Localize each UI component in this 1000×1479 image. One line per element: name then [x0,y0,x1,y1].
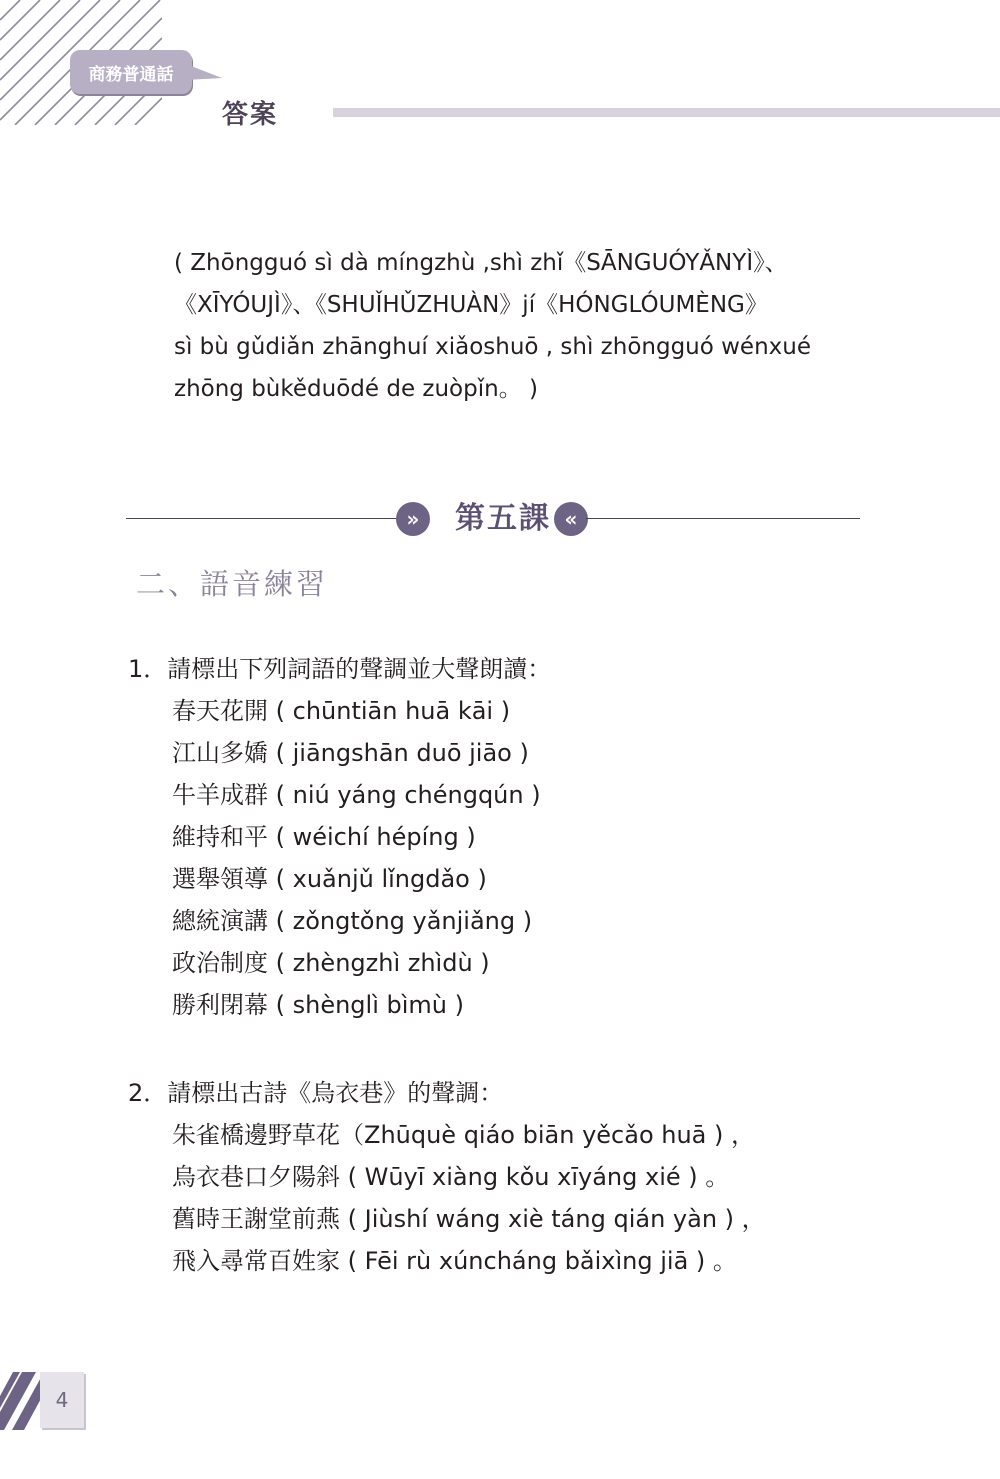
lesson-rule-left [126,518,398,519]
header-divider-bar [333,108,1000,117]
badge-tail-shape [186,64,224,84]
paragraph-line: 《XĪYÓUJÌ》、《SHUǏHǓZHUÀN》jí《HÓNGLÓUMÈNG》 [174,292,768,318]
list-item: 江山多嬌 ( jiāngshān duō jiāo ) [172,739,529,767]
list-item: 舊時王謝堂前燕 ( Jiùshí wáng xiè táng qián yàn ) ， [172,1205,766,1233]
question-2 [128,1072,766,1282]
paragraph-line: sì bù gǔdiǎn zhānghuí xiǎoshuō , shì zhōngguó wénxué [174,334,812,360]
list-item: 烏衣巷口夕陽斜 ( Wūyī xiàng kǒu xīyáng xié ) 。 [172,1163,730,1191]
list-item: 勝利閉幕 ( shènglì bìmù ) [172,991,464,1019]
page-number: 4 [40,1372,84,1428]
list-item: 牛羊成群 ( niú yáng chéngqún ) [172,781,541,809]
book-badge-label: 商務普通話 [88,64,174,85]
chevron-left-icon: « [554,502,588,536]
question-items [172,1114,766,1282]
list-item: 政治制度 ( zhèngzhì zhìdù ) [172,949,490,977]
question-items [172,690,551,1026]
paragraph-line: ( Zhōngguó sì dà míngzhù ,shì zhǐ《SĀNGUÓYǍNYÌ》、 [174,250,788,276]
list-item: 朱雀橋邊野草花（Zhūquè qiáo biān yěcǎo huā ) ， [172,1121,756,1149]
lesson-rule-right [586,518,860,519]
question-prompt: 2．請標出古詩《烏衣巷》的聲調： [128,1079,504,1107]
question-1 [128,648,551,1026]
book-badge [70,50,192,94]
section-heading: 二、語音練習 [136,567,329,601]
list-item: 春天花開 ( chūntiān huā kāi ) [172,697,511,725]
paragraph-line: zhōng bùkěduōdé de zuòpǐn。 ) [174,376,538,402]
question-prompt: 1．請標出下列詞語的聲調並大聲朗讀： [128,655,552,683]
lesson-title: 第五課 [455,501,551,536]
list-item: 總統演講 ( zǒngtǒng yǎnjiǎng ) [172,907,533,935]
lesson-header [126,498,860,542]
page-title: 答案 [222,100,279,130]
list-item: 飛入尋常百姓家 ( Fēi rù xúncháng bǎixìng jiā ) 。 [172,1247,737,1275]
list-item: 維持和平 ( wéichí hépíng ) [172,823,476,851]
chevron-right-icon: » [396,502,430,536]
intro-pinyin-paragraph [174,242,874,410]
list-item: 選舉領導 ( xuǎnjǔ lǐngdǎo ) [172,865,487,893]
